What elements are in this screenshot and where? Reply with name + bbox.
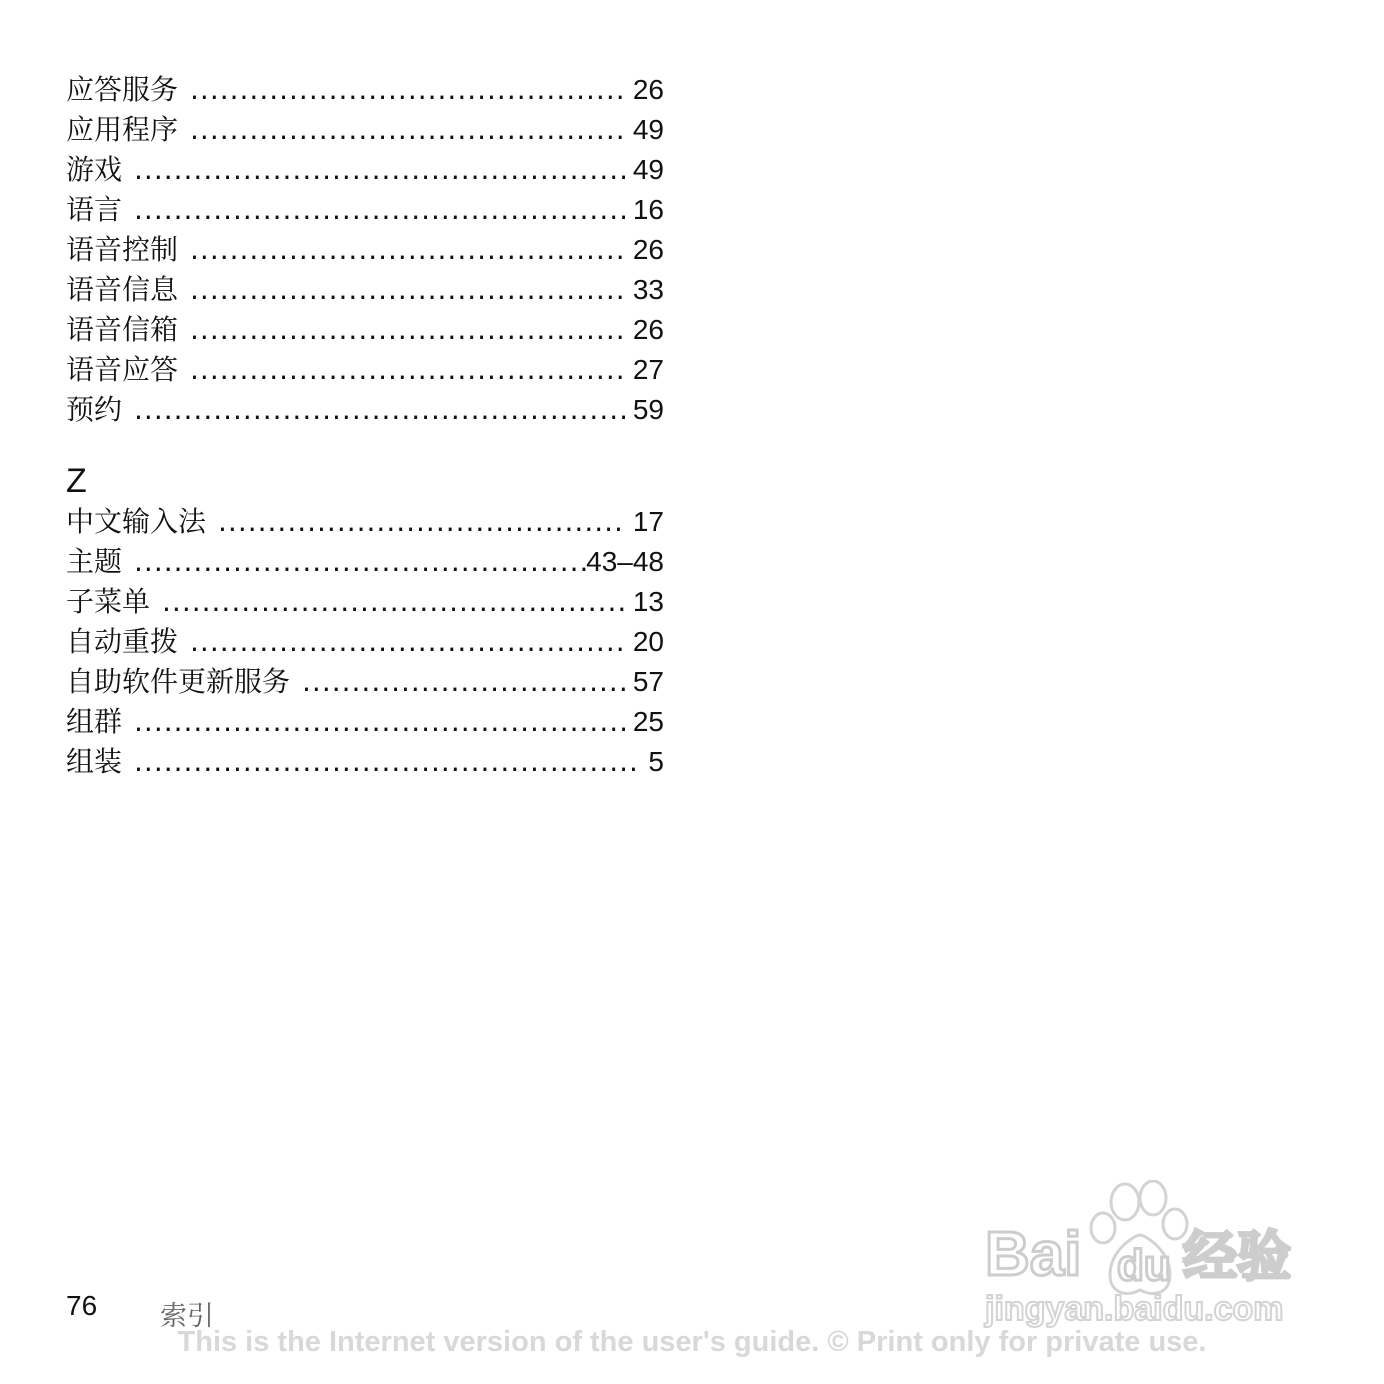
dot-leader (134, 390, 625, 430)
dot-leader (190, 110, 625, 150)
dot-leader (218, 502, 625, 542)
index-term: 组装 (66, 745, 123, 778)
index-entry[interactable] (66, 270, 664, 310)
index-page-ref: 26 (632, 234, 664, 265)
dot-leader (162, 582, 625, 622)
dot-leader (190, 622, 625, 662)
svg-text:du: du (1117, 1241, 1171, 1290)
index-group-z (66, 460, 664, 782)
index-entry[interactable] (66, 230, 664, 270)
svg-text:经验: 经验 (1183, 1225, 1291, 1288)
index-page-ref: 17 (632, 506, 664, 537)
index-term: 应用程序 (66, 113, 179, 146)
index-entry[interactable] (66, 582, 664, 622)
index-term: 语音应答 (66, 353, 179, 386)
index-term: 语言 (66, 193, 123, 226)
index-entry[interactable] (66, 110, 664, 150)
index-term: 语音控制 (66, 233, 179, 266)
dot-leader (190, 350, 625, 390)
index-term: 子菜单 (66, 585, 151, 618)
index-page-ref: 33 (632, 274, 664, 305)
dot-leader (190, 70, 625, 110)
index-term: 中文输入法 (66, 505, 207, 538)
index-term: 主题 (66, 545, 123, 578)
print-disclaimer: This is the Internet version of the user's guide. © Print only for private use. (177, 1326, 1207, 1358)
dot-leader (190, 310, 625, 350)
index-entry[interactable] (66, 390, 664, 430)
index-term: 语音信箱 (66, 313, 179, 346)
index-page-ref: 5 (648, 746, 664, 777)
svg-text:jingyan.baidu.com: jingyan.baidu.com (985, 1290, 1284, 1328)
index-page-ref: 16 (632, 194, 664, 225)
index-term: 自动重拨 (66, 625, 179, 658)
index-page-ref: 20 (632, 626, 664, 657)
dot-leader (134, 150, 625, 190)
index-term: 应答服务 (66, 73, 179, 106)
index-entry[interactable] (66, 622, 664, 662)
index-entry[interactable] (66, 662, 664, 702)
index-page-ref: 25 (632, 706, 664, 737)
dot-leader (134, 742, 640, 782)
index-page-ref: 13 (632, 586, 664, 617)
section-spacer (66, 430, 664, 460)
section-letter-heading: Z (66, 462, 87, 500)
index-page-ref: 26 (632, 314, 664, 345)
index-page-ref: 59 (632, 394, 664, 425)
index-entry[interactable] (66, 150, 664, 190)
index-entry[interactable] (66, 502, 664, 542)
index-entry[interactable] (66, 310, 664, 350)
baidu-jingyan-watermark-logo (975, 1180, 1315, 1330)
index-group-y (66, 70, 664, 430)
index-page-ref: 43–48 (586, 546, 664, 577)
index-term: 游戏 (66, 153, 123, 186)
index-term: 组群 (66, 705, 123, 738)
index-term: 语音信息 (66, 273, 179, 306)
index-entry[interactable] (66, 702, 664, 742)
index-term: 预约 (66, 393, 123, 426)
footer-section-name: 索引 (160, 1301, 214, 1332)
dot-leader (190, 230, 625, 270)
dot-leader (134, 702, 625, 742)
page-number: 76 (66, 1290, 98, 1321)
dot-leader (134, 190, 625, 230)
index-page-ref: 57 (632, 666, 664, 697)
index-entry[interactable] (66, 70, 664, 110)
index-entry[interactable] (66, 190, 664, 230)
index-list (66, 70, 664, 782)
index-page-ref: 49 (632, 114, 664, 145)
index-term: 自助软件更新服务 (66, 665, 291, 698)
index-page-ref: 27 (632, 354, 664, 385)
index-page-ref: 49 (632, 154, 664, 185)
dot-leader (190, 270, 625, 310)
index-page-ref: 26 (632, 74, 664, 105)
index-entry[interactable] (66, 742, 664, 782)
dot-leader (134, 542, 586, 582)
dot-leader (302, 662, 625, 702)
svg-text:Bai: Bai (985, 1220, 1082, 1289)
index-entry[interactable] (66, 542, 664, 582)
index-entry[interactable] (66, 350, 664, 390)
